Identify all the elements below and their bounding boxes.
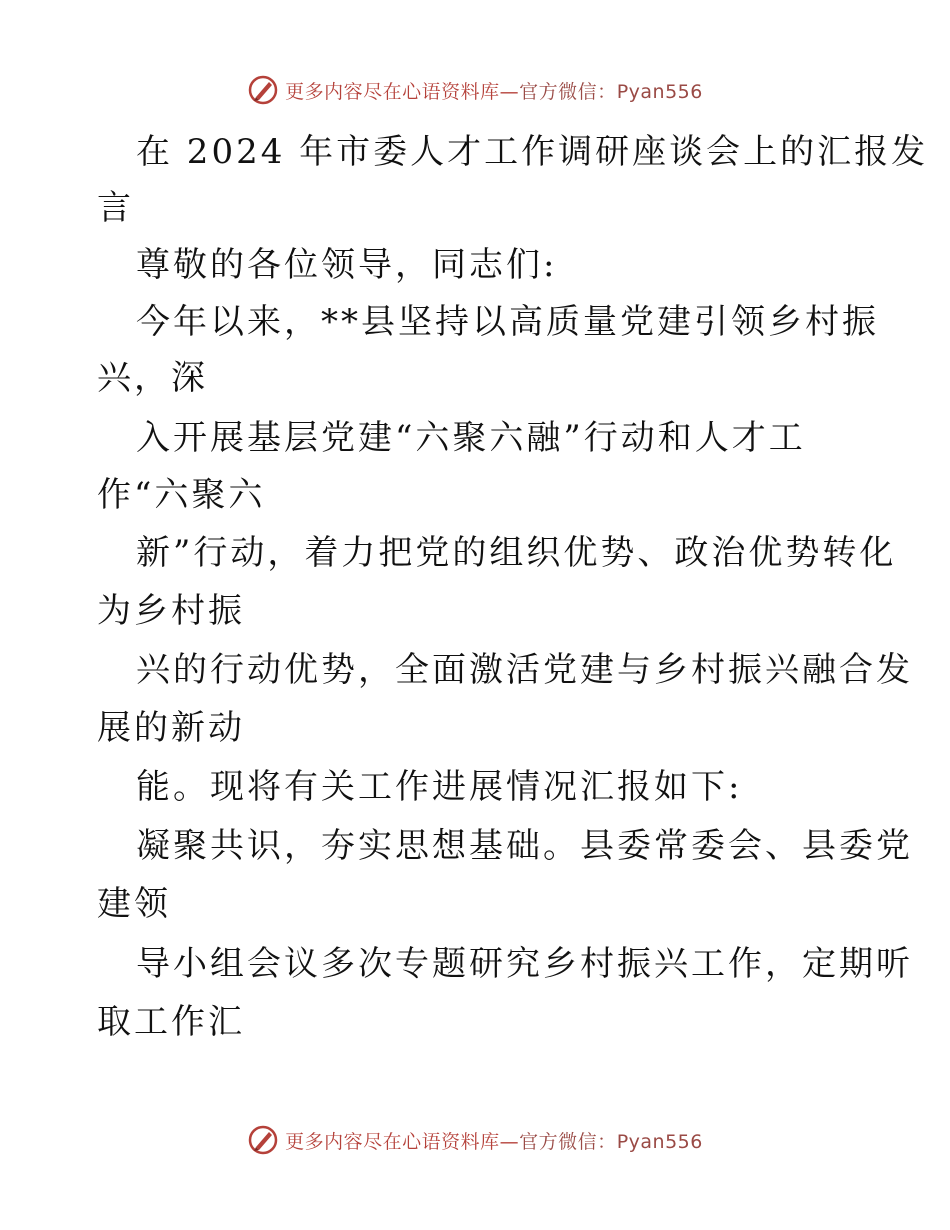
watermark-text: 更多内容尽在心语资料库—官方微信：Pyan556 (285, 1130, 703, 1153)
paragraph-line: 为乡村振 (97, 591, 245, 631)
paragraph-line: 兴的行动优势，全面激活党建与乡村振兴融合发 (136, 650, 913, 690)
paragraph-line: 能。现将有关工作进展情况汇报如下: (136, 767, 743, 807)
watermark-footer (0, 1120, 950, 1160)
paragraph-line: 新”行动，着力把党的组织优势、政治优势转化 (136, 533, 897, 573)
paragraph-line: 入开展基层党建“六聚六融”行动和人才工 (136, 418, 806, 458)
pen-logo-icon (247, 1124, 279, 1156)
title-line-2: 言 (97, 188, 134, 228)
paragraph-line: 展的新动 (97, 708, 245, 748)
watermark-header (0, 70, 950, 110)
paragraph-line: 今年以来，**县坚持以高质量党建引领乡村振 (136, 302, 879, 342)
paragraph-line: 建领 (97, 884, 171, 924)
paragraph-line: 兴，深 (97, 358, 208, 398)
paragraph-line: 凝聚共识，夯实思想基础。县委常委会、县委党 (136, 826, 913, 866)
watermark-text: 更多内容尽在心语资料库—官方微信：Pyan556 (285, 80, 703, 103)
paragraph-line: 取工作汇 (97, 1002, 245, 1042)
paragraph-line: 导小组会议多次专题研究乡村振兴工作，定期听 (136, 944, 913, 984)
pen-logo-icon (247, 74, 279, 106)
title-line-1: 在 2024 年市委人才工作调研座谈会上的汇报发 (136, 132, 929, 172)
paragraph-line: 作“六聚六 (97, 475, 266, 515)
salutation: 尊敬的各位领导，同志们: (136, 245, 558, 285)
